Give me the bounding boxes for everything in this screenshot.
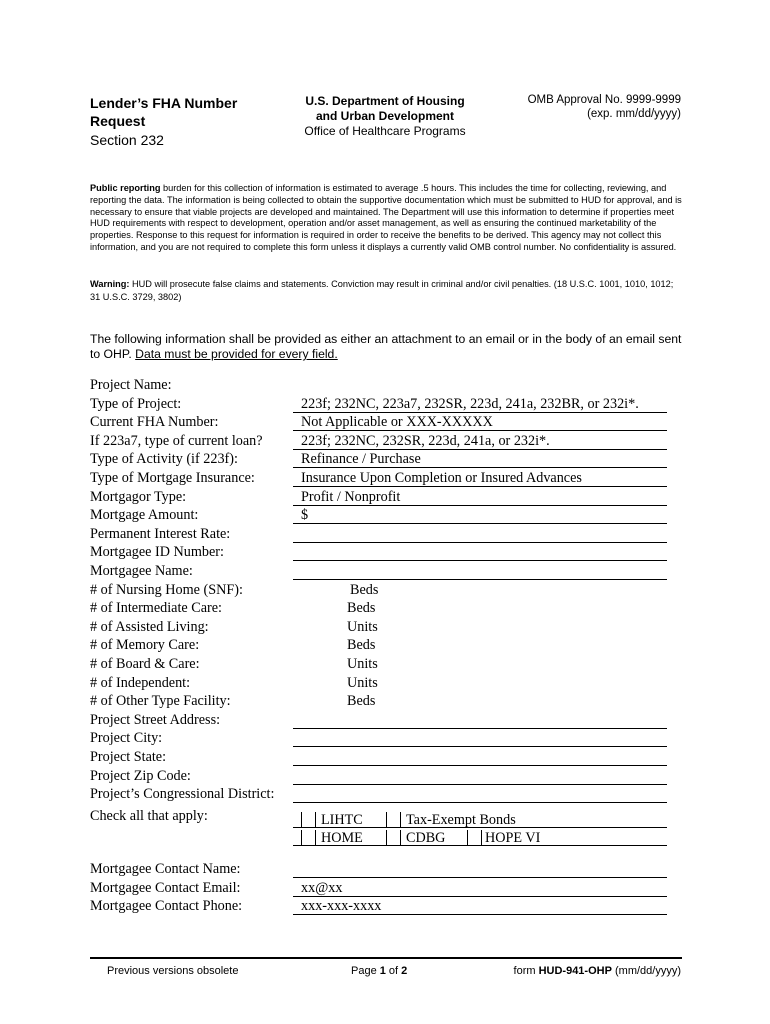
unit-label: # of Independent:	[90, 674, 191, 691]
burden-text: burden for this collection of information is estimated to average .5 hours. This includes the time for collecting, reviewing, and reporting the data. The information is being collected to obtain the supportive documentation which must be submitted to HUD for approval, and is necessary to ensure that viable projects are developed and maintained. The Department will use this information to determine if properties meet HUD requirements with respect to development, operation and/or asset management, as well as ensuring the continued marketability of the properties. Response to this request for information is required in order to receive the benefits to be derived. This agency may not collect this information, and you are not required to complete this form unless it displays a currently valid OMB control number. No confidentiality is assured.	[90, 183, 682, 252]
page-of: of	[385, 965, 402, 977]
hope-vi-label: HOPE VI	[485, 830, 541, 846]
form-section: Section 232	[90, 132, 164, 148]
field-label: Mortgagee ID Number:	[90, 544, 224, 561]
address-row	[0, 711, 770, 730]
field-row	[0, 488, 770, 507]
address-label: Project’s Congressional District:	[90, 786, 275, 803]
field-row	[0, 413, 770, 432]
tax-exempt-bonds-label: Tax-Exempt Bonds	[406, 812, 516, 828]
field-row	[0, 469, 770, 488]
agency-block	[292, 94, 478, 139]
unit-name: Beds	[347, 600, 376, 617]
contact-row	[0, 897, 770, 916]
field-row	[0, 506, 770, 525]
contact-label: Mortgagee Contact Phone:	[90, 898, 243, 915]
cdbg-label: CDBG	[406, 830, 446, 846]
footer-divider	[90, 957, 682, 959]
field-row	[0, 432, 770, 451]
unit-label: # of Other Type Facility:	[90, 693, 231, 710]
page-prefix: Page	[351, 965, 380, 977]
burden-statement	[90, 183, 682, 254]
address-label: Project State:	[90, 749, 167, 765]
field-value[interactable]: $	[301, 507, 309, 524]
address-row	[0, 748, 770, 767]
unit-row	[0, 618, 770, 637]
field-row	[0, 543, 770, 562]
form-title-line2: Request	[90, 113, 146, 129]
page-indicator	[351, 964, 407, 978]
contact-row	[0, 879, 770, 898]
unit-row	[0, 692, 770, 711]
field-label: Type of Activity (if 223f):	[90, 451, 238, 468]
field-label: Mortgagee Name:	[90, 563, 193, 579]
unit-label: # of Memory Care:	[90, 637, 200, 654]
tax-exempt-bonds-checkbox[interactable]	[386, 812, 401, 827]
form-id: HUD-941-OHP	[538, 965, 612, 977]
unit-name: Units	[347, 674, 378, 691]
contact-label: Mortgagee Contact Name:	[90, 861, 241, 877]
page-number: 1	[379, 965, 386, 977]
field-value[interactable]: Refinance / Purchase	[301, 451, 421, 468]
address-label: Project City:	[90, 730, 163, 747]
field-label: Mortgage Amount:	[90, 507, 199, 524]
unit-row	[0, 674, 770, 693]
field-value[interactable]: Not Applicable or XXX-XXXXX	[301, 414, 493, 431]
field-label: Type of Project:	[90, 395, 182, 412]
address-row	[0, 785, 770, 804]
form-prefix: form	[513, 965, 539, 977]
field-row	[0, 395, 770, 414]
unit-name: Units	[347, 618, 378, 635]
warning-statement	[90, 278, 682, 304]
footer-left: Previous versions obsolete	[107, 965, 239, 977]
field-label: Project Name:	[90, 377, 172, 393]
hope-vi-checkbox[interactable]	[467, 830, 482, 845]
omb-block	[528, 93, 681, 121]
field-label: Mortgagor Type:	[90, 488, 187, 505]
field-underline	[293, 802, 667, 803]
unit-label: # of Board & Care:	[90, 656, 200, 672]
address-label: Project Zip Code:	[90, 767, 191, 784]
instructions-emphasis: Data must be provided for every field.	[135, 347, 338, 361]
page-total: 2	[401, 965, 408, 977]
form-suffix: (mm/dd/yyyy)	[611, 965, 681, 977]
field-row	[0, 525, 770, 544]
field-label: Current FHA Number:	[90, 414, 219, 431]
home-label: HOME	[321, 830, 363, 846]
field-value[interactable]: 223f; 232NC, 232SR, 223d, 241a, or 232i*.	[301, 432, 550, 449]
unit-label: # of Assisted Living:	[90, 618, 209, 635]
lihtc-label: LIHTC	[321, 812, 363, 828]
check-all-label: Check all that apply:	[90, 808, 208, 824]
contact-row	[0, 860, 770, 879]
field-value[interactable]: Insurance Upon Completion or Insured Advances	[301, 470, 582, 486]
field-label: If 223a7, type of current loan?	[90, 432, 263, 449]
unit-row	[0, 599, 770, 618]
unit-name: Units	[347, 656, 378, 672]
address-row	[0, 767, 770, 786]
omb-expiration: (exp. mm/dd/yyyy)	[587, 108, 681, 120]
address-row	[0, 729, 770, 748]
unit-name: Beds	[350, 581, 379, 598]
contact-label: Mortgagee Contact Email:	[90, 879, 241, 896]
unit-label: # of Nursing Home (SNF):	[90, 581, 243, 598]
unit-label: # of Intermediate Care:	[90, 600, 222, 617]
unit-name: Beds	[347, 637, 376, 654]
instructions	[90, 332, 690, 362]
burden-lead: Public reporting	[90, 183, 161, 193]
address-label: Project Street Address:	[90, 711, 221, 728]
unit-row	[0, 581, 770, 600]
field-label: Type of Mortgage Insurance:	[90, 470, 255, 486]
warning-lead: Warning:	[90, 279, 130, 289]
office-name: Office of Healthcare Programs	[304, 124, 466, 138]
lihtc-checkbox[interactable]	[301, 812, 316, 827]
form-id-block	[514, 964, 681, 978]
agency-line1: U.S. Department of Housing	[305, 94, 465, 108]
unit-name: Beds	[347, 693, 376, 710]
form-title-block	[90, 94, 290, 150]
field-row	[0, 376, 770, 395]
warning-text: HUD will prosecute false claims and statements. Conviction may result in criminal and/or civil penalties. (18 U.S.C. 1001, 1010, 1012; 31 U.S.C. 3729, 3802)	[90, 279, 674, 302]
field-row	[0, 562, 770, 581]
contact-value[interactable]: xx@xx	[301, 879, 343, 896]
field-value[interactable]: 223f; 232NC, 223a7, 232SR, 223d, 241a, 232BR, or 232i*.	[301, 395, 639, 412]
cdbg-checkbox[interactable]	[386, 830, 401, 845]
field-label: Permanent Interest Rate:	[90, 525, 231, 542]
field-row	[0, 450, 770, 469]
unit-row	[0, 655, 770, 674]
instructions-text: The following information shall be provided as either an attachment to an email or in the body of an email sent to OHP.	[90, 332, 682, 361]
check-all-row	[0, 807, 770, 826]
unit-row	[0, 636, 770, 655]
omb-number: OMB Approval No. 9999-9999	[527, 94, 681, 106]
home-checkbox[interactable]	[301, 830, 316, 845]
form-title-line1: Lender’s FHA Number	[90, 95, 238, 111]
field-value[interactable]: Profit / Nonprofit	[301, 488, 401, 505]
contact-value[interactable]: xxx-xxx-xxxx	[301, 898, 382, 915]
agency-line2: and Urban Development	[315, 109, 455, 123]
